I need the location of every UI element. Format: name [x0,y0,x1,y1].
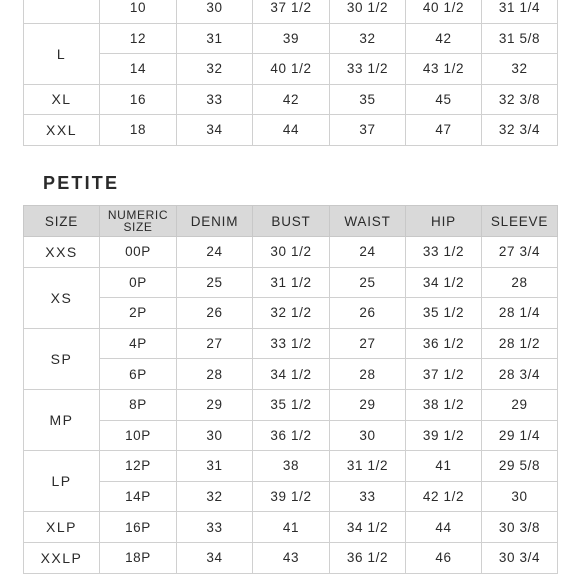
bust-cell: 31 1/2 [253,267,330,298]
waist-cell: 31 1/2 [330,451,406,482]
waist-cell: 28 [330,359,406,390]
hip-cell: 40 1/2 [406,0,482,23]
column-header-numeric-line1: NUMERIC [107,208,169,222]
numeric-size-cell: 14P [100,481,177,512]
bust-cell: 39 1/2 [253,481,330,512]
hip-cell: 47 [406,115,482,146]
denim-cell: 34 [177,542,253,573]
numeric-size-cell: 16 [100,84,177,115]
column-header-numeric-size [100,206,177,237]
numeric-size-cell: 2P [100,298,177,329]
sleeve-cell: 28 1/2 [482,328,558,359]
numeric-size-cell: 12P [100,451,177,482]
bust-cell: 39 [253,23,330,54]
bust-cell: 35 1/2 [253,389,330,420]
numeric-size-cell: 16P [100,512,177,543]
hip-cell: 41 [406,451,482,482]
denim-cell: 33 [177,84,253,115]
denim-cell: 30 [177,0,253,23]
table-header-row [24,206,558,237]
waist-cell: 27 [330,328,406,359]
sleeve-cell: 32 [482,54,558,85]
size-cell: MP [24,389,100,450]
bust-cell: 36 1/2 [253,420,330,451]
bust-cell: 32 1/2 [253,298,330,329]
regular-size-table [23,0,558,146]
denim-cell: 28 [177,359,253,390]
denim-cell: 30 [177,420,253,451]
sleeve-cell: 32 3/4 [482,115,558,146]
petite-size-table [23,205,558,574]
sleeve-cell: 31 5/8 [482,23,558,54]
table-row [24,512,558,543]
size-cell: XS [24,267,100,328]
denim-cell: 26 [177,298,253,329]
waist-cell: 34 1/2 [330,512,406,543]
table-row [24,298,558,329]
size-cell: XXL [24,115,100,146]
denim-cell: 29 [177,389,253,420]
waist-cell: 37 [330,115,406,146]
denim-cell: 33 [177,512,253,543]
waist-cell: 29 [330,389,406,420]
numeric-size-cell: 8P [100,389,177,420]
column-header-denim: DENIM [177,206,253,237]
sleeve-cell: 28 1/4 [482,298,558,329]
waist-cell: 33 1/2 [330,54,406,85]
hip-cell: 35 1/2 [406,298,482,329]
bust-cell: 33 1/2 [253,328,330,359]
numeric-size-cell: 18P [100,542,177,573]
section-title-petite: PETITE [43,173,120,193]
hip-cell: 45 [406,84,482,115]
denim-cell: 27 [177,328,253,359]
table-row [24,84,558,115]
column-header-waist: WAIST [330,206,406,237]
numeric-size-cell: 4P [100,328,177,359]
size-cell: XXLP [24,542,100,573]
sleeve-cell: 27 3/4 [482,237,558,268]
table-row [24,451,558,482]
hip-cell: 36 1/2 [406,328,482,359]
bust-cell: 37 1/2 [253,0,330,23]
hip-cell: 38 1/2 [406,389,482,420]
numeric-size-cell: 18 [100,115,177,146]
sleeve-cell: 30 3/8 [482,512,558,543]
sleeve-cell: 32 3/8 [482,84,558,115]
numeric-size-cell: 12 [100,23,177,54]
sleeve-cell: 29 1/4 [482,420,558,451]
bust-cell: 42 [253,84,330,115]
size-cell: SP [24,328,100,389]
sleeve-cell: 28 3/4 [482,359,558,390]
hip-cell: 43 1/2 [406,54,482,85]
table-row [24,23,558,54]
table-row [24,267,558,298]
table-row [24,54,558,85]
hip-cell: 44 [406,512,482,543]
numeric-size-cell: 0P [100,267,177,298]
column-header-hip: HIP [406,206,482,237]
bust-cell: 40 1/2 [253,54,330,85]
waist-cell: 32 [330,23,406,54]
bust-cell: 41 [253,512,330,543]
numeric-size-cell: 10 [100,0,177,23]
numeric-size-cell: 6P [100,359,177,390]
table-row [24,328,558,359]
size-cell: LP [24,451,100,512]
table-row [24,359,558,390]
numeric-size-cell: 00P [100,237,177,268]
table-row [24,389,558,420]
bust-cell: 30 1/2 [253,237,330,268]
hip-cell: 34 1/2 [406,267,482,298]
column-header-size: SIZE [24,206,100,237]
waist-cell: 36 1/2 [330,542,406,573]
hip-cell: 33 1/2 [406,237,482,268]
column-header-bust: BUST [253,206,330,237]
sleeve-cell: 30 [482,481,558,512]
denim-cell: 31 [177,23,253,54]
waist-cell: 26 [330,298,406,329]
bust-cell: 44 [253,115,330,146]
waist-cell: 33 [330,481,406,512]
waist-cell: 25 [330,267,406,298]
waist-cell: 30 [330,420,406,451]
denim-cell: 24 [177,237,253,268]
waist-cell: 35 [330,84,406,115]
sleeve-cell: 29 [482,389,558,420]
denim-cell: 34 [177,115,253,146]
waist-cell: 30 1/2 [330,0,406,23]
bust-cell: 43 [253,542,330,573]
size-cell: XXS [24,237,100,268]
column-header-sleeve: SLEEVE [482,206,558,237]
hip-cell: 37 1/2 [406,359,482,390]
size-cell: XL [24,84,100,115]
denim-cell: 31 [177,451,253,482]
hip-cell: 42 [406,23,482,54]
bust-cell: 34 1/2 [253,359,330,390]
numeric-size-cell: 10P [100,420,177,451]
hip-cell: 42 1/2 [406,481,482,512]
denim-cell: 32 [177,54,253,85]
table-row [24,542,558,573]
denim-cell: 25 [177,267,253,298]
table-row [24,237,558,268]
numeric-size-cell: 14 [100,54,177,85]
table-row [24,115,558,146]
table-row [24,420,558,451]
denim-cell: 32 [177,481,253,512]
hip-cell: 46 [406,542,482,573]
size-cell: XLP [24,512,100,543]
sleeve-cell: 28 [482,267,558,298]
sleeve-cell: 29 5/8 [482,451,558,482]
hip-cell: 39 1/2 [406,420,482,451]
table-row [24,481,558,512]
size-cell [24,0,100,23]
sleeve-cell: 30 3/4 [482,542,558,573]
size-cell: L [24,23,100,84]
table-row [24,0,558,23]
bust-cell: 38 [253,451,330,482]
sleeve-cell: 31 1/4 [482,0,558,23]
waist-cell: 24 [330,237,406,268]
column-header-numeric-line2: SIZE [123,220,153,234]
